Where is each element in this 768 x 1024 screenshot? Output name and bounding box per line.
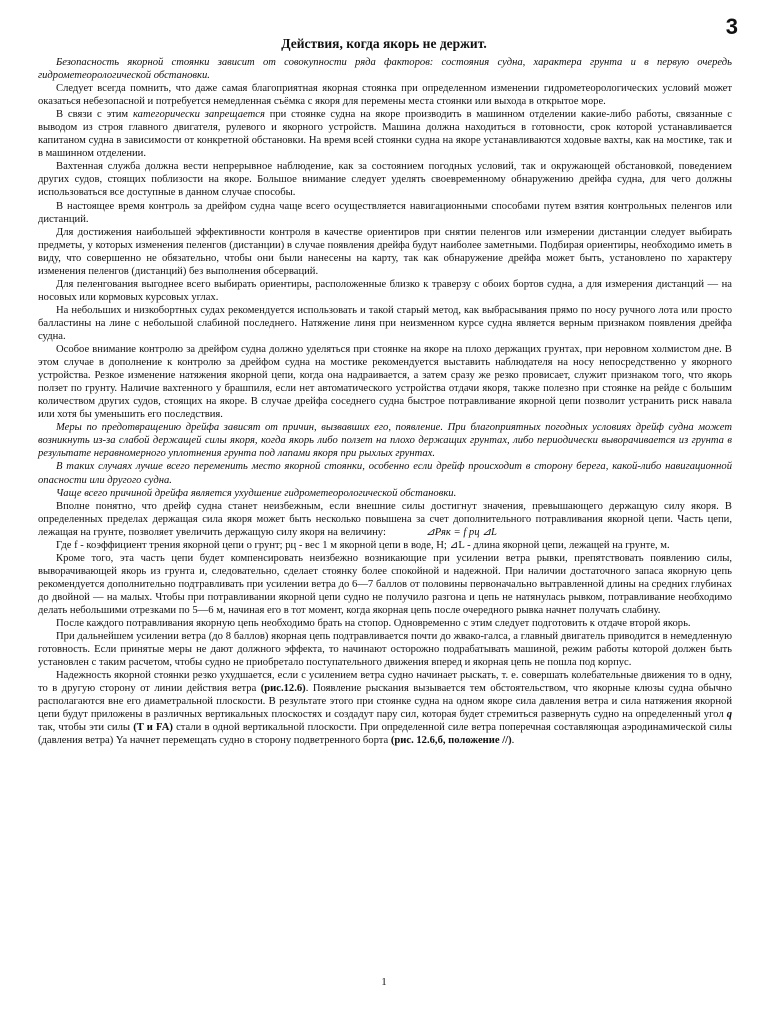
- figure-reference: (рис.12.6): [260, 683, 306, 695]
- paragraph: Для пеленгования выгоднее всего выбирать ориентиры, расположенные близко к траверзу с обоих бортов судна, а для измерения дистанций — на носовых или кормовых курсовых углах.: [38, 278, 732, 303]
- formula: ⊿Ряк = f pц ⊿L: [425, 526, 497, 538]
- text-span: В связи с этим: [56, 109, 133, 121]
- figure-reference: (рис. 12.6,б, положение //): [390, 735, 512, 747]
- text-span: стали в одной вертикальной плоскости. При определенной силе ветра поперечная составляющая аэродинамической силы (давления ветра) Ya начнет перемещать судно в сторону подветренного борта: [38, 722, 733, 747]
- paragraph: Вахтенная служба должна вести непрерывное наблюдение, как за состоянием погодных условий, так и окружающей обстановкой, поведением других судов, стоящих поблизости на якоре. Большое внимание следует уделять своевременному обнаружению дрейфа судна, для чего должны использоваться все доступные в данном случае способы.: [38, 161, 732, 199]
- paragraph: [38, 500, 732, 539]
- document-body: [38, 56, 732, 747]
- text-span: так, чтобы эти силы: [38, 722, 134, 734]
- text-span: при стоянке судна на якоре производить в машинном отделении какие-либо работы, связанные с выводом из строя главного двигателя, рулевого и якорного устройств. Машина должна находиться в готовности, срок которой устанавливается капитаном судна в зависимости от конкретной обстановки. На время всей стоянки судна на якоре устанавливаются ходовые вахты, как на мостике, так и в машинном отделении.: [38, 109, 733, 160]
- paragraph: Кроме того, эта часть цепи будет компенсировать неизбежно возникающие при усилении ветра рывки, препятствовать появлению силы, выворачивающей якорь из грунта и, следовательно, сделает стоянку более спокойной и надежной. При наличии достаточного запаса якорную цепь рекомендуется дополнительно подтравливать при усилении ветра до 6—7 баллов от половины первоначально вытравленной длины на средних глубинах до двойной — на малых. Чтобы при потравливании якорной цепи судно не получило разгона и цепь не натянулась рывком, потравливание необходимо делать небольшими отрезками по 5—6 м, начиная его в тот момент, когда якорная цепь после очередного рывка начнет получать слабину.: [38, 552, 732, 616]
- forces-reference: (T и FA): [133, 722, 173, 734]
- paragraph: Для достижения наибольшей эффективности контроля в качестве ориентиров при снятии пеленгов или измерении дистанции следует выбирать предметы, у которых изменения пеленгов (дистанции) в случае появления дрейфа будут наиболее заметными. Подбирая ориентиры, необходимо иметь в виду, что совершенно не обязательно, чтобы они были нанесены на карту, так как обнаружение дрейфа может быть, установлено по характеру изменения пеленгов (дистанций) без выполнения обсерваций.: [38, 226, 732, 277]
- paragraph: Меры по предотвращению дрейфа зависят от причин, вызвавших его, появление. При благоприятных погодных условиях дрейф судна может возникнуть из-за слабой держащей силы якоря, когда якорь либо ползет на плохо держащих грунтах, либо периодически выворачивается из грунта в результате неравномерного уплотнения грунта под лапами якоря при рыхлых грунтах.: [38, 422, 732, 460]
- paragraph: Где f - коэффициент трения якорной цепи о грунт; pц - вес 1 м якорной цепи в воде, Н; ⊿L - длина якорной цепи, лежащей на грунте, м.: [56, 539, 670, 551]
- emphasis-text: категорически запрещается: [132, 109, 265, 121]
- paragraph: После каждого потравливания якорную цепь необходимо брать на стопор. Одновременно с этим следует подготовить к отдаче второй якорь.: [56, 618, 691, 630]
- text-span: . Появление рыскания вызывается тем обстоятельством, что якорные клюзы судна обычно располагаются вне его диаметральной плоскости. В результате этого при стоянке судна на одном якоре сила давления ветра и сила натяжения якорной цепи будут приложены в различных вертикальных плоскостях и создадут пару сил, которая будет стремиться развернуть судно на определенный угол: [38, 683, 732, 721]
- paragraph: Чаще всего причиной дрейфа является ухудшение гидрометеорологической обстановки.: [56, 487, 457, 499]
- page-number-top: 3: [725, 14, 738, 39]
- paragraph: [38, 108, 732, 160]
- paragraph: Особое внимание контролю за дрейфом судна должно уделяться при стоянке на якоре на плохо держащих грунтах, при неровном холмистом дне. В этом случае в дополнение к контролю за дрейфом судна на мостике рекомендуется выставить наблюдателя на носу непосредственно у якорного устройства. Резкое изменение натяжения якорной цепи, когда она надраивается, а затем сразу же резко провисает, служит признаком того, что якорь ползет по грунту. Наличие вахтенного у брашпиля, если нет автоматического устройства отдачи якоря, также полезно при стоянке на рейде с большим количеством других судов, стоящих на якоре. В случае дрейфа соседнего судна быстрое потравливание якорной цепи позволит устранить риск навала или хотя бы уменьшить его последствия.: [38, 344, 732, 421]
- angle-symbol: q: [726, 709, 732, 721]
- page-number-bottom: 1: [381, 976, 387, 988]
- paragraph: При дальнейшем усилении ветра (до 8 баллов) якорная цепь подтравливается почти до жвако-галса, а главный двигатель приводится в немедленную готовность. Если принятые меры не дают должного эффекта, то начинают осторожно подрабатывать машиной, режим работы которой должен быть установлен с таким расчетом, чтобы судно не приобретало поступательного движения вперед и якорная цепь не пошла под корпус.: [38, 631, 732, 669]
- text-span: Надежность якорной стоянки резко ухудшается, если с усилением ветра судно начинает рыскать, т. е. совершать колебательные движения то в одну, то в другую сторону от линии действия ветра: [38, 670, 732, 695]
- paragraph: Следует всегда помнить, что даже самая благоприятная якорная стоянка при определенном изменении гидрометеорологических условий может оказаться небезопасной и потребуется немедленная съёмка с якоря для перемены места стоянки или выхода в открытое море.: [38, 83, 732, 108]
- paragraph: Безопасность якорной стоянки зависит от совокупности ряда факторов: состояния судна, характера грунта и в первую очередь гидрометеорологической обстановки.: [38, 57, 732, 82]
- page-title: Действия, когда якорь не держит.: [281, 36, 487, 51]
- paragraph: На небольших и низкобортных судах рекомендуется использовать и такой старый метод, как выбрасывания прямо по носу ручного лота или просто балластины на лине с небольшой слабиной последнего. Натяжение линя при неизменном курсе судна является верным признаком появления дрейфа судна.: [38, 304, 732, 342]
- paragraph: В таких случаях лучше всего переменить место якорной стоянки, особенно если дрейф происходит в сторону берега, какой-либо навигационной опасности или другого судна.: [38, 461, 732, 486]
- text-span: .: [511, 735, 515, 747]
- paragraph: В настоящее время контроль за дрейфом судна чаще всего осуществляется навигационными способами путем взятия контрольных пеленгов или дистанций.: [38, 200, 732, 225]
- paragraph: [38, 669, 732, 747]
- text-span: Вполне понятно, что дрейф судна станет неизбежным, если внешние силы достигнут значения, превышающего держащую силу якоря. В определенных пределах держащая сила якоря может быть несколько повышена за счет дополнительного потравливания якорной цепи. Часть цепи, лежащая на грунте, позволяет увеличить держащую силу якоря на величину:: [38, 500, 732, 538]
